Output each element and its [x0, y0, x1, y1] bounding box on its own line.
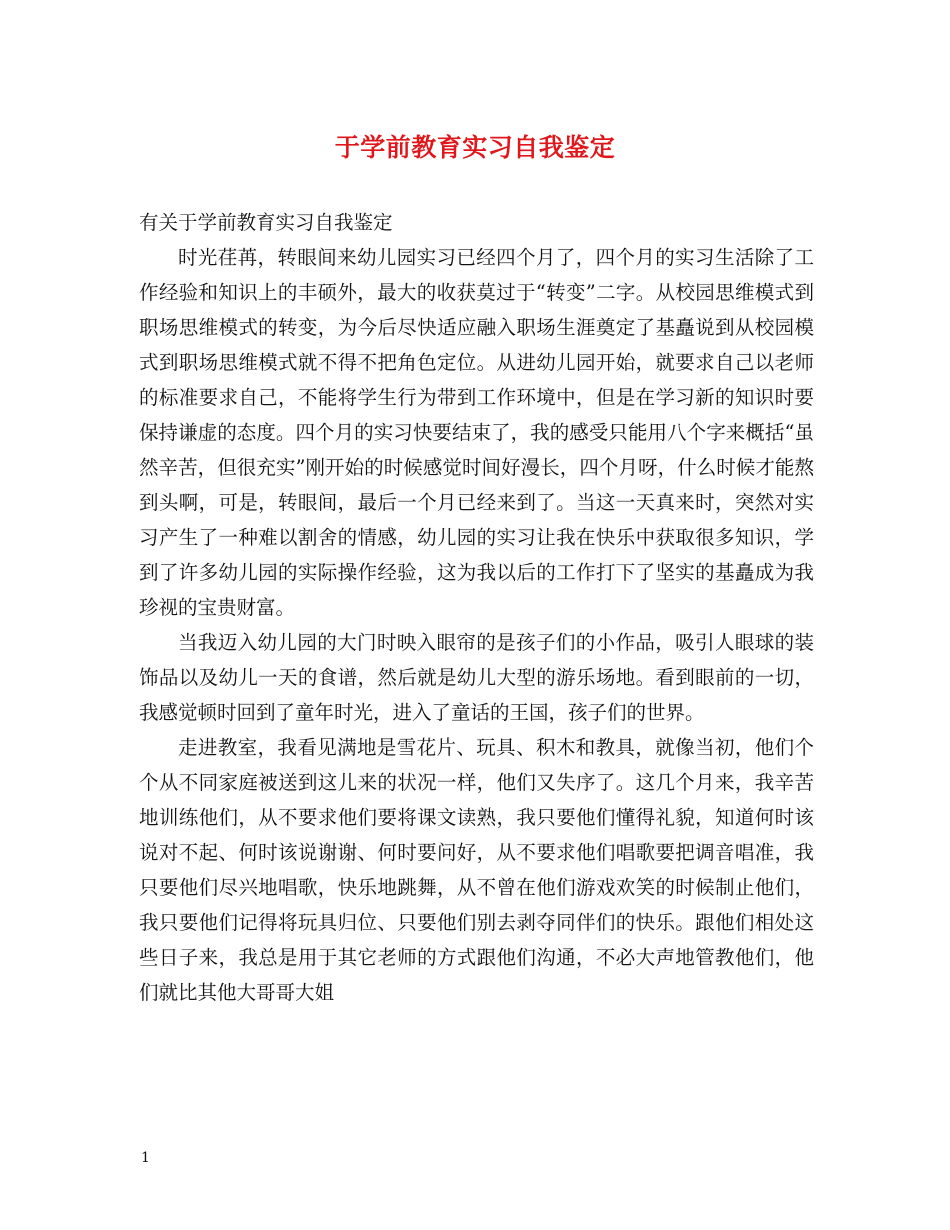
document-title: 于学前教育实习自我鉴定 — [334, 133, 616, 162]
page-number: 1 — [141, 1150, 150, 1166]
paragraph-2: 当我迈入幼儿园的大门时映入眼帘的是孩子们的小作品，吸引人眼球的装饰品以及幼儿一天的食谱，然后就是幼儿大型的游乐场地。看到眼前的一切，我感觉顿时回到了童年时光，进入了童话的王国，孩子们的世界。 — [139, 631, 814, 724]
document-subtitle: 有关于学前教育实习自我鉴定 — [139, 211, 393, 234]
paragraph-1: 时光荏苒，转眼间来幼儿园实习已经四个月了，四个月的实习生活除了工作经验和知识上的丰硕外，最大的收获莫过于“转变”二字。从校园思维模式到职场思维模式的转变，为今后尽快适应融入职场生涯奠定了基矗说到从校园模式到职场思维模式就不得不把角色定位。从进幼儿园开始，就要求自己以老师的标准要求自己，不能将学生行为带到工作环境中，但是在学习新的知识时要保持谦虚的态度。四个月的实习快要结束了，我的感受只能用八个字来概括“虽然辛苦，但很充实”刚开始的时候感觉时间好漫长，四个月呀，什么时候才能熬到头啊，可是，转眼间，最后一个月已经来到了。当这一天真来时，突然对实习产生了一种难以割舍的情感，幼儿园的实习让我在快乐中获取很多知识，学到了许多幼儿园的实际操作经验，这为我以后的工作打下了坚实的基矗成为我珍视的宝贵财富。 — [139, 246, 814, 619]
document-body — [139, 205, 814, 1010]
paragraph-3: 走进教室，我看见满地是雪花片、玩具、积木和教具，就像当初，他们个个从不同家庭被送到这儿来的状况一样，他们又失序了。这几个月来，我辛苦地训练他们，从不要求他们要将课文读熟，我只要他们懂得礼貌，知道何时该说对不起、何时该说谢谢、何时要问好，从不要求他们唱歌要把调音唱准，我只要他们尽兴地唱歌，快乐地跳舞，从不曾在他们游戏欢笑的时候制止他们，我只要他们记得将玩具归位、只要他们别去剥夺同伴们的快乐。跟他们相处这些日子来，我总是用于其它老师的方式跟他们沟通，不必大声地管教他们，他们就比其他大哥哥大姐 — [139, 736, 814, 1004]
